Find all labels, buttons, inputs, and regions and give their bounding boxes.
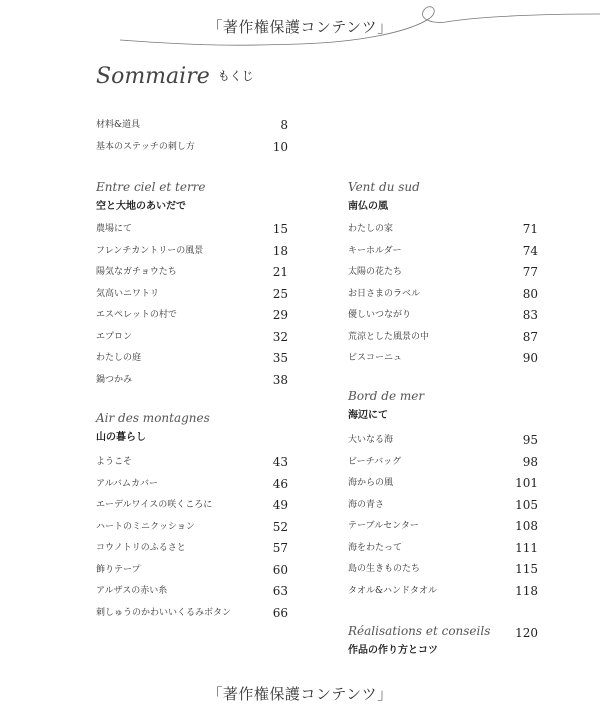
entry-title: わたしの家 [348,224,394,234]
entry-page-number: 80 [522,286,538,301]
section-heading-sea [348,389,424,421]
toc-entry [348,350,538,366]
entry-page-number: 77 [522,265,538,279]
entry-title: フレンチカントリーの風景 [96,245,204,256]
toc-entry [348,454,538,470]
section-heading-sky [96,180,206,212]
entry-title: アルバムカバー [96,478,159,489]
toc-entry [96,139,288,155]
entry-title: 島の生きものたち [348,564,421,574]
toc-entry [96,519,288,535]
entry-title: 海からの風 [348,478,394,488]
copyright-watermark-bottom: 「著作権保護コンテンツ」 [207,685,393,703]
page-title [96,64,254,89]
section-title: 海辺にて [348,410,388,421]
entry-page-number: 71 [522,222,538,236]
section-script-title: Réalisations et conseils [348,624,491,638]
entry-title: お日さまのラベル [348,288,421,299]
section-heading-mountain [96,411,210,443]
section-title: 山の暮らし [96,432,146,443]
toc-entry [348,221,538,237]
entry-page-number: 63 [272,584,288,598]
entry-page-number: 29 [272,308,288,322]
copyright-watermark-top: 「著作権保護コンテンツ」 [207,18,393,36]
section-script-title: Bord de mer [348,389,425,403]
entry-page-number: 105 [515,497,538,512]
toc-entry [96,497,288,513]
entry-title: 農場にて [96,224,133,234]
entry-page-number: 83 [522,308,538,322]
entry-page-number: 101 [515,476,538,490]
entry-title: タオル&ハンドタオル [348,585,438,596]
toc-entry [96,286,288,302]
toc-entry [348,540,538,556]
entry-title: 海をわたって [348,542,403,553]
toc-entry [96,372,288,388]
entry-title: エスペレットの村で [96,310,177,320]
entry-page-number: 25 [272,286,288,301]
entry-title: 大いなる海 [348,435,394,445]
entry-title: コウノトリのふるさと [96,543,186,553]
toc-entry [96,264,288,280]
toc-entry [96,350,288,366]
section-title: 南仏の風 [348,201,388,212]
toc-entry [348,329,538,345]
entry-page-number: 87 [522,329,538,344]
entry-title: ハートのミニクッション [96,521,195,532]
title-script: Sommaire [96,64,210,89]
entry-title: 海の青さ [348,499,385,510]
entry-title: 飾りテープ [96,564,141,575]
entry-page-number: 120 [515,626,538,640]
entry-title: ビーチバッグ [348,456,402,467]
toc-entry [348,286,538,302]
toc-entry [96,562,288,578]
entry-page-number: 15 [272,222,288,236]
entry-page-number: 52 [272,519,288,534]
section-heading-works [348,624,538,656]
entry-title: 気高いニワトリ [96,288,160,299]
entry-page-number: 49 [272,498,288,512]
toc-entry [96,243,288,259]
entry-page-number: 90 [522,351,538,365]
entry-title: エーデルワイスの咲くころに [96,500,213,510]
toc-entry [348,561,538,577]
toc-entry [96,117,288,133]
toc-entry [348,432,538,448]
entry-page-number: 98 [522,454,538,469]
entry-page-number: 43 [272,455,288,469]
entry-page-number: 38 [272,372,288,387]
entry-page-number: 108 [515,519,538,533]
entry-title: キーホルダー [348,245,402,256]
toc-entry [348,264,538,280]
entry-title: 鍋つかみ [96,374,133,385]
entry-title: 太陽の花たち [348,267,403,277]
entry-page-number: 118 [515,583,538,598]
entry-page-number: 60 [272,562,288,577]
toc-entry [96,221,288,237]
toc-entry [96,476,288,492]
entry-title: わたしの庭 [96,353,142,363]
entry-title: エプロン [96,331,133,342]
entry-page-number: 74 [522,243,538,258]
toc-entry [96,329,288,345]
toc-entry [348,307,538,323]
entry-page-number: 95 [522,433,538,447]
entry-page-number: 8 [280,118,288,132]
entry-page-number: 46 [272,476,288,491]
toc-entry [96,540,288,556]
entry-title: 荒涼とした風景の中 [348,331,430,342]
entry-page-number: 35 [272,351,288,365]
entry-title: 刺しゅうのかわいいくるみボタン [96,607,232,618]
entry-page-number: 57 [272,541,288,555]
entry-page-number: 10 [272,139,288,154]
toc-entry [96,454,288,470]
entry-title: アルザスの赤い糸 [96,586,168,596]
entry-page-number: 111 [515,540,538,555]
entry-title: テーブルセンター [348,521,419,531]
entry-title: ようこそ [96,457,133,467]
entry-page-number: 21 [272,265,288,279]
toc-entry [348,243,538,259]
toc-entry [348,497,538,513]
toc-entry [96,307,288,323]
section-heading-south [348,180,420,212]
entry-page-number: 115 [515,562,538,576]
section-script-title: Vent du sud [348,180,420,194]
toc-entry [348,583,538,599]
toc-entry [348,518,538,534]
title-jp: もくじ [217,69,254,83]
entry-page-number: 66 [272,605,288,620]
entry-title: ビスコーニュ [348,353,403,363]
section-title: 作品の作り方とコツ [348,645,438,656]
entry-title: 優しいつながり [348,310,412,320]
entry-title: 陽気なガチョウたち [96,267,177,277]
entry-page-number: 32 [272,329,288,344]
section-script-title: Entre ciel et terre [96,180,206,194]
section-script-title: Air des montagnes [96,411,210,425]
toc-entry [348,475,538,491]
toc-entry [96,583,288,599]
toc-entry [96,605,288,621]
entry-title: 基本のステッチの刺し方 [96,141,195,152]
entry-title: 材料&道具 [96,120,141,130]
entry-page-number: 18 [272,243,288,258]
section-title: 空と大地のあいだで [96,201,186,212]
